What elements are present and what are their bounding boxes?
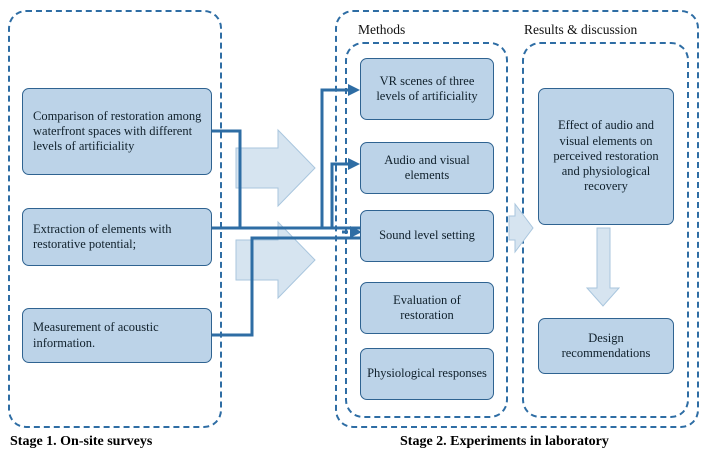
- node-evaluation-restoration-label: Evaluation of restoration: [393, 292, 461, 322]
- node-vr-scenes-label: VR scenes of three levels of artificiality: [376, 73, 478, 103]
- node-vr-scenes[interactable]: [360, 58, 494, 120]
- node-effect-audio-visual[interactable]: [538, 88, 674, 225]
- node-extraction-elements-label: Extraction of elements with restorative potential;: [33, 221, 172, 251]
- node-extraction-elements[interactable]: [22, 208, 212, 266]
- arrowhead-method2: [348, 158, 360, 170]
- arrow-methods-to-results: [509, 204, 533, 252]
- node-effect-audio-visual-label: Effect of audio and visual elements on perceived restoration and physiological recovery: [553, 118, 659, 194]
- big-arrow-lower: [236, 222, 315, 298]
- big-arrow-upper: [236, 130, 315, 206]
- node-evaluation-restoration[interactable]: [360, 282, 494, 334]
- arrow-results-down: [587, 228, 619, 306]
- node-physiological-responses-label: Physiological responses: [367, 366, 487, 381]
- node-audio-visual-elements[interactable]: [360, 142, 494, 194]
- node-design-recommendations[interactable]: [538, 318, 674, 374]
- node-measurement-acoustic-label: Measurement of acoustic information.: [33, 320, 159, 350]
- column-title-methods: Methods: [358, 22, 406, 37]
- connector-to-method2: [332, 164, 348, 228]
- stage1-label: Stage 1. On-site surveys: [10, 434, 153, 449]
- node-sound-level-setting-label: Sound level setting: [379, 228, 475, 243]
- node-physiological-responses[interactable]: [360, 348, 494, 400]
- node-design-recommendations-label: Design recommendations: [561, 330, 651, 360]
- connector-trunk-riser: [322, 90, 348, 228]
- arrowhead-method1: [348, 84, 360, 96]
- stage2-label: Stage 2. Experiments in laboratory: [400, 434, 609, 449]
- node-audio-visual-elements-label: Audio and visual elements: [384, 152, 470, 182]
- column-title-results: Results & discussion: [524, 22, 638, 37]
- node-sound-level-setting[interactable]: [360, 210, 494, 262]
- node-measurement-acoustic[interactable]: [22, 308, 212, 363]
- node-comparison-restoration[interactable]: [22, 88, 212, 175]
- node-comparison-restoration-label: Comparison of restoration among waterfront spaces with different levels of artificiality: [33, 108, 202, 154]
